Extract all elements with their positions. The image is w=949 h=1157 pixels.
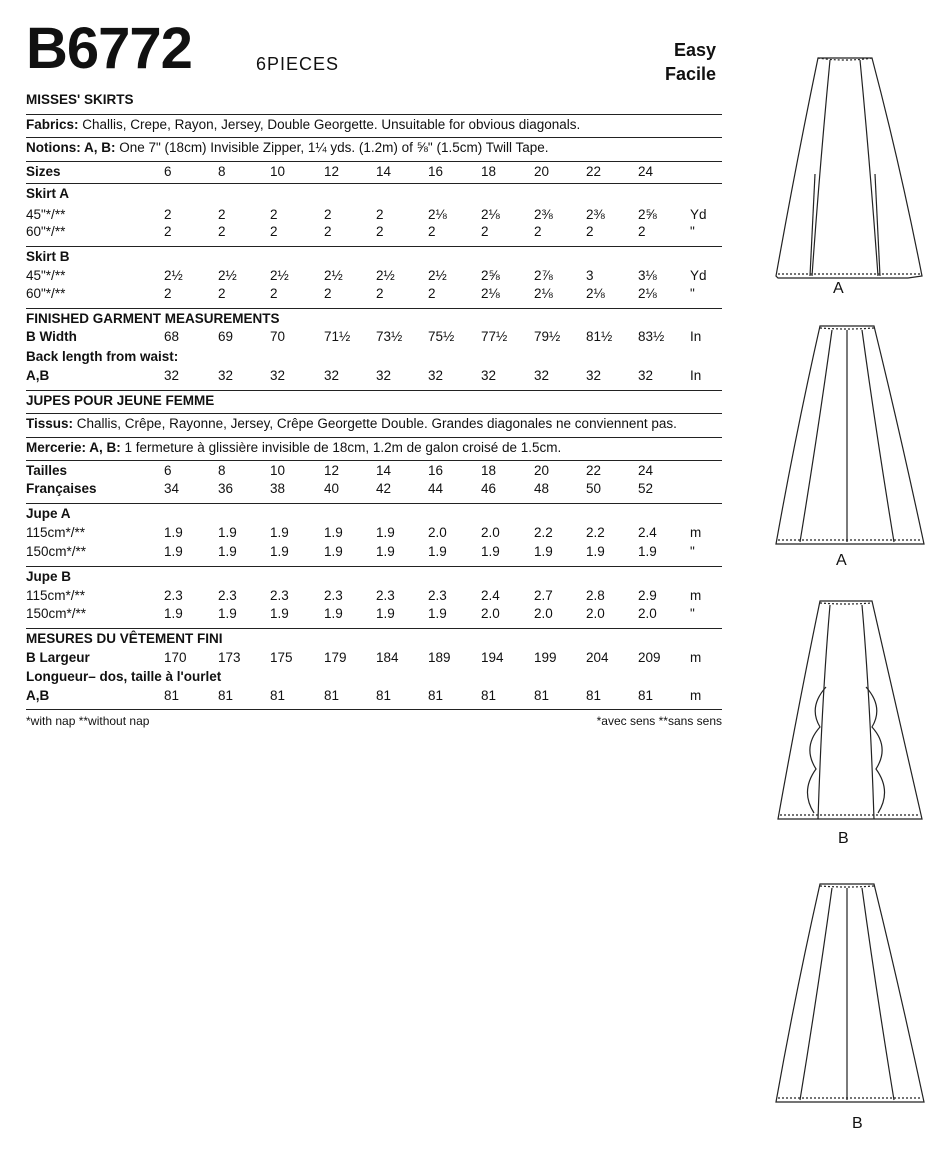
table-cell: 184 [376, 650, 399, 665]
table-cell: 1.9 [534, 544, 553, 559]
jupe-b-heading-label: Jupe B [26, 569, 72, 584]
table-cell: 81 [218, 688, 234, 703]
table-cell: 2 [270, 224, 278, 239]
table-cell: 1.9 [428, 544, 447, 559]
section-title-fr [26, 390, 722, 410]
jupe-b-150-row [26, 604, 722, 623]
table-cell: 81½ [586, 329, 613, 344]
table-cell: 2.0 [481, 525, 500, 540]
table-cell: 2.2 [586, 525, 605, 540]
table-cell: 2⅜ [534, 207, 553, 222]
table-cell: 194 [481, 650, 504, 665]
table-cell: 46 [481, 481, 497, 496]
table-cell: 2⅝ [638, 207, 657, 222]
back-length-heading [26, 347, 722, 366]
skirt-a-60-row-label: 60"*/** [26, 224, 66, 239]
tissus-row-content [26, 414, 677, 433]
table-cell: 32 [164, 368, 180, 383]
jupe-a-heading-label: Jupe A [26, 506, 71, 521]
table-cell: 24 [638, 164, 654, 179]
table-cell: 2 [376, 224, 384, 239]
table-cell: 1.9 [376, 606, 395, 621]
skirt-b-heading-label: Skirt B [26, 249, 70, 264]
skirt-b-heading [26, 246, 722, 266]
skirt-b-back-drawing [770, 880, 930, 1110]
drawing-label-b1: B [838, 830, 849, 847]
table-cell: 77½ [481, 329, 508, 344]
table-cell: 71½ [324, 329, 351, 344]
skirt-b-ruffle-drawing [770, 597, 930, 827]
jupe-b-115-row [26, 586, 722, 605]
table-cell: 2⅞ [534, 268, 553, 283]
table-cell: 2½ [324, 268, 343, 283]
table-cell: 2 [324, 224, 332, 239]
table-cell: 2 [164, 224, 172, 239]
fabrics-row-content [26, 115, 580, 134]
table-cell: 2 [534, 224, 542, 239]
table-cell: 2.2 [534, 525, 553, 540]
table-cell: 12 [324, 164, 340, 179]
table-cell: 32 [324, 368, 340, 383]
table-cell: 75½ [428, 329, 455, 344]
jupe-b-150-row-label: 150cm*/** [26, 606, 87, 621]
table-cell: 20 [534, 463, 550, 478]
table-cell: 2.3 [376, 588, 395, 603]
tissus-row [26, 413, 722, 433]
width-row [26, 327, 722, 346]
notions-row-text: One 7" (18cm) Invisible Zipper, 1¼ yds. (1.2m) of ⅝" (1.5cm) Twill Tape. [115, 140, 549, 155]
table-cell: 8 [218, 463, 226, 478]
table-cell: 32 [270, 368, 286, 383]
table-cell: 204 [586, 650, 609, 665]
jupe-a-115-row-label: 115cm*/** [26, 525, 86, 540]
table-cell: 1.9 [376, 544, 395, 559]
table-cell: 2 [376, 286, 384, 301]
table-cell: 2 [218, 224, 226, 239]
table-cell: 2½ [218, 268, 237, 283]
skirt-a-straight-drawing [770, 54, 930, 284]
table-cell: 32 [534, 368, 550, 383]
table-cell: 1.9 [638, 544, 657, 559]
francaises-row [26, 479, 722, 498]
table-cell: 2½ [270, 268, 289, 283]
table-cell: 70 [270, 329, 286, 344]
table-cell: 2.3 [270, 588, 289, 603]
table-cell: 24 [638, 463, 654, 478]
width-row-unit: In [690, 329, 702, 344]
table-cell: 81 [481, 688, 497, 703]
table-cell: 2.0 [481, 606, 500, 621]
table-cell: 12 [324, 463, 340, 478]
table-cell: 68 [164, 329, 180, 344]
table-cell: 22 [586, 463, 602, 478]
table-cell: 1.9 [586, 544, 605, 559]
table-cell: 36 [218, 481, 234, 496]
skirt-b-60-row [26, 284, 722, 303]
table-cell: 40 [324, 481, 340, 496]
table-cell: 22 [586, 164, 602, 179]
francaises-row-label: Françaises [26, 481, 97, 496]
skirt-b-45-row-label: 45"*/** [26, 268, 66, 283]
skirt-a-flared-drawing [770, 322, 930, 552]
table-cell: 2.0 [534, 606, 553, 621]
table-cell: 2.9 [638, 588, 657, 603]
drawing-label-a2: A [836, 552, 847, 569]
drawing-label-b2: B [852, 1115, 863, 1132]
table-cell: 8 [218, 164, 226, 179]
table-cell: 10 [270, 463, 286, 478]
jupe-b-150-row-unit: " [690, 606, 695, 621]
longueur-heading [26, 667, 722, 686]
tailles-row-label: Tailles [26, 463, 68, 478]
longueur-row-unit: m [690, 688, 702, 703]
table-cell: 44 [428, 481, 444, 496]
table-cell: 32 [586, 368, 602, 383]
table-cell: 81 [586, 688, 602, 703]
table-cell: 81 [534, 688, 550, 703]
jupe-b-heading [26, 566, 722, 586]
table-cell: 20 [534, 164, 550, 179]
table-cell: 1.9 [164, 606, 183, 621]
table-cell: 1.9 [218, 606, 237, 621]
sizes-row-label: Sizes [26, 164, 61, 179]
footnote-en: *with nap **without nap [26, 714, 150, 728]
table-cell: 1.9 [270, 525, 289, 540]
table-cell: 16 [428, 164, 444, 179]
table-cell: 81 [270, 688, 286, 703]
fabrics-row-text: Challis, Crepe, Rayon, Jersey, Double Georgette. Unsuitable for obvious diagonals. [78, 117, 581, 132]
table-cell: 2.3 [164, 588, 183, 603]
table-cell: 2 [324, 286, 332, 301]
mercerie-row-text: 1 fermeture à glissière invisible de 18cm, 1.2m de galon croisé de 1.5cm. [120, 440, 562, 455]
table-cell: 42 [376, 481, 392, 496]
section-title-en [26, 90, 722, 109]
table-cell: 81 [376, 688, 392, 703]
table-cell: 170 [164, 650, 187, 665]
table-cell: 2⅛ [481, 286, 500, 301]
table-cell: 38 [270, 481, 286, 496]
length-row-label: A,B [26, 368, 50, 383]
table-cell: 81 [428, 688, 444, 703]
finished-title-en-label: FINISHED GARMENT MEASUREMENTS [26, 311, 280, 326]
table-cell: 81 [164, 688, 180, 703]
table-cell: 175 [270, 650, 293, 665]
table-cell: 1.9 [428, 606, 447, 621]
largeur-row [26, 648, 722, 667]
table-cell: 32 [218, 368, 234, 383]
table-cell: 2.4 [638, 525, 657, 540]
length-row-unit: In [690, 368, 702, 383]
table-cell: 2.3 [324, 588, 343, 603]
skirt-a-heading-label: Skirt A [26, 186, 70, 201]
table-cell: 1.9 [218, 544, 237, 559]
jupe-a-115-row [26, 523, 722, 542]
table-cell: 2⅝ [481, 268, 500, 283]
table-cell: 173 [218, 650, 241, 665]
fabrics-row [26, 114, 722, 134]
table-cell: 1.9 [324, 606, 343, 621]
table-cell: 1.9 [324, 525, 343, 540]
table-cell: 2 [376, 207, 384, 222]
skirt-a-45-row-unit: Yd [690, 207, 707, 222]
section-title-en-label: MISSES' SKIRTS [26, 92, 134, 107]
table-cell: 32 [638, 368, 654, 383]
table-cell: 2.7 [534, 588, 553, 603]
tissus-row-label: Tissus: [26, 416, 74, 431]
table-cell: 2⅛ [481, 207, 500, 222]
largeur-row-label: B Largeur [26, 650, 90, 665]
table-cell: 2⅛ [534, 286, 553, 301]
table-cell: 52 [638, 481, 654, 496]
table-cell: 18 [481, 463, 497, 478]
skirt-a-45-row-label: 45"*/** [26, 207, 66, 222]
finished-title-fr-label: MESURES DU VÊTEMENT FINI [26, 631, 223, 646]
table-cell: 2.3 [218, 588, 237, 603]
tissus-row-text: Challis, Crêpe, Rayonne, Jersey, Crêpe Georgette Double. Grandes diagonales ne conviennent pas. [73, 416, 677, 431]
notions-row-content [26, 138, 549, 157]
table-cell: 1.9 [164, 544, 183, 559]
jupe-a-heading [26, 503, 722, 523]
section-title-fr-label: JUPES POUR JEUNE FEMME [26, 393, 215, 408]
table-cell: 1.9 [376, 525, 395, 540]
table-cell: 189 [428, 650, 451, 665]
jupe-a-150-row-label: 150cm*/** [26, 544, 87, 559]
table-cell: 2.0 [586, 606, 605, 621]
table-cell: 2.4 [481, 588, 500, 603]
jupe-a-115-row-unit: m [690, 525, 702, 540]
table-cell: 2 [638, 224, 646, 239]
table-cell: 18 [481, 164, 497, 179]
table-cell: 2.3 [428, 588, 447, 603]
footnote-fr: *avec sens **sans sens [596, 714, 722, 728]
table-cell: 10 [270, 164, 286, 179]
skirt-a-60-row [26, 222, 722, 241]
table-cell: 1.9 [218, 525, 237, 540]
table-cell: 2½ [376, 268, 395, 283]
table-cell: 199 [534, 650, 557, 665]
skirt-b-45-row-unit: Yd [690, 268, 707, 283]
fabrics-row-label: Fabrics: [26, 117, 79, 132]
pieces-count: 6PIECES [256, 54, 340, 74]
table-cell: 1.9 [270, 544, 289, 559]
table-cell: 3⅛ [638, 268, 657, 283]
table-cell: 2 [164, 286, 172, 301]
table-cell: 2⅛ [428, 207, 447, 222]
longueur-row-label: A,B [26, 688, 50, 703]
table-cell: 48 [534, 481, 550, 496]
table-cell: 1.9 [324, 544, 343, 559]
table-cell: 2 [270, 286, 278, 301]
table-cell: 2.8 [586, 588, 605, 603]
width-row-label: B Width [26, 329, 77, 344]
table-cell: 2 [586, 224, 594, 239]
skirt-b-60-row-unit: " [690, 286, 695, 301]
length-row [26, 366, 722, 385]
table-cell: 2 [218, 207, 226, 222]
table-cell: 32 [376, 368, 392, 383]
table-cell: 73½ [376, 329, 403, 344]
difficulty-en: Easy [673, 40, 716, 60]
pattern-number: B6772 [26, 16, 192, 81]
table-cell: 3 [586, 268, 594, 283]
table-cell: 81 [324, 688, 340, 703]
table-cell: 1.9 [270, 606, 289, 621]
jupe-a-150-row-unit: " [690, 544, 695, 559]
table-cell: 83½ [638, 329, 665, 344]
table-cell: 1.9 [164, 525, 183, 540]
table-cell: 1.9 [481, 544, 500, 559]
table-cell: 50 [586, 481, 602, 496]
mercerie-row-label: Mercerie: A, B: [26, 440, 121, 455]
skirt-b-45-row [26, 266, 722, 285]
skirt-a-heading [26, 183, 722, 203]
table-cell: 2 [428, 224, 436, 239]
table-cell: 2 [324, 207, 332, 222]
table-cell: 2⅛ [638, 286, 657, 301]
table-cell: 2 [428, 286, 436, 301]
table-cell: 69 [218, 329, 234, 344]
jupe-b-115-row-unit: m [690, 588, 702, 603]
table-cell: 2 [270, 207, 278, 222]
table-cell: 2½ [428, 268, 447, 283]
table-cell: 2½ [164, 268, 183, 283]
largeur-row-unit: m [690, 650, 702, 665]
table-cell: 209 [638, 650, 661, 665]
notions-row-label: Notions: A, B: [26, 140, 116, 155]
mercerie-row [26, 437, 722, 457]
longueur-row [26, 686, 722, 705]
table-cell: 2.0 [428, 525, 447, 540]
table-bottom-rule [26, 709, 722, 710]
table-cell: 179 [324, 650, 347, 665]
table-cell: 81 [638, 688, 654, 703]
skirt-b-60-row-label: 60"*/** [26, 286, 66, 301]
sizes-row [26, 161, 722, 181]
table-cell: 32 [481, 368, 497, 383]
finished-title-en [26, 308, 722, 328]
table-cell: 34 [164, 481, 180, 496]
table-cell: 2⅛ [586, 286, 605, 301]
table-cell: 32 [428, 368, 444, 383]
drawing-label-a1: A [833, 280, 844, 297]
skirt-a-60-row-unit: " [690, 224, 695, 239]
table-cell: 6 [164, 463, 172, 478]
longueur-heading-label: Longueur– dos, taille à l'ourlet [26, 669, 222, 684]
table-cell: 14 [376, 463, 392, 478]
difficulty-fr: Facile [664, 64, 716, 84]
table-cell: 79½ [534, 329, 561, 344]
mercerie-row-content [26, 438, 561, 457]
table-cell: 2⅜ [586, 207, 605, 222]
table-cell: 2 [481, 224, 489, 239]
table-cell: 2 [164, 207, 172, 222]
jupe-b-115-row-label: 115cm*/** [26, 588, 86, 603]
table-cell: 2 [218, 286, 226, 301]
tailles-row [26, 460, 722, 480]
table-cell: 16 [428, 463, 444, 478]
table-cell: 14 [376, 164, 392, 179]
back-length-heading-label: Back length from waist: [26, 349, 179, 364]
table-cell: 6 [164, 164, 172, 179]
finished-title-fr [26, 628, 722, 648]
table-cell: 2.0 [638, 606, 657, 621]
jupe-a-150-row [26, 542, 722, 561]
notions-row [26, 137, 722, 157]
